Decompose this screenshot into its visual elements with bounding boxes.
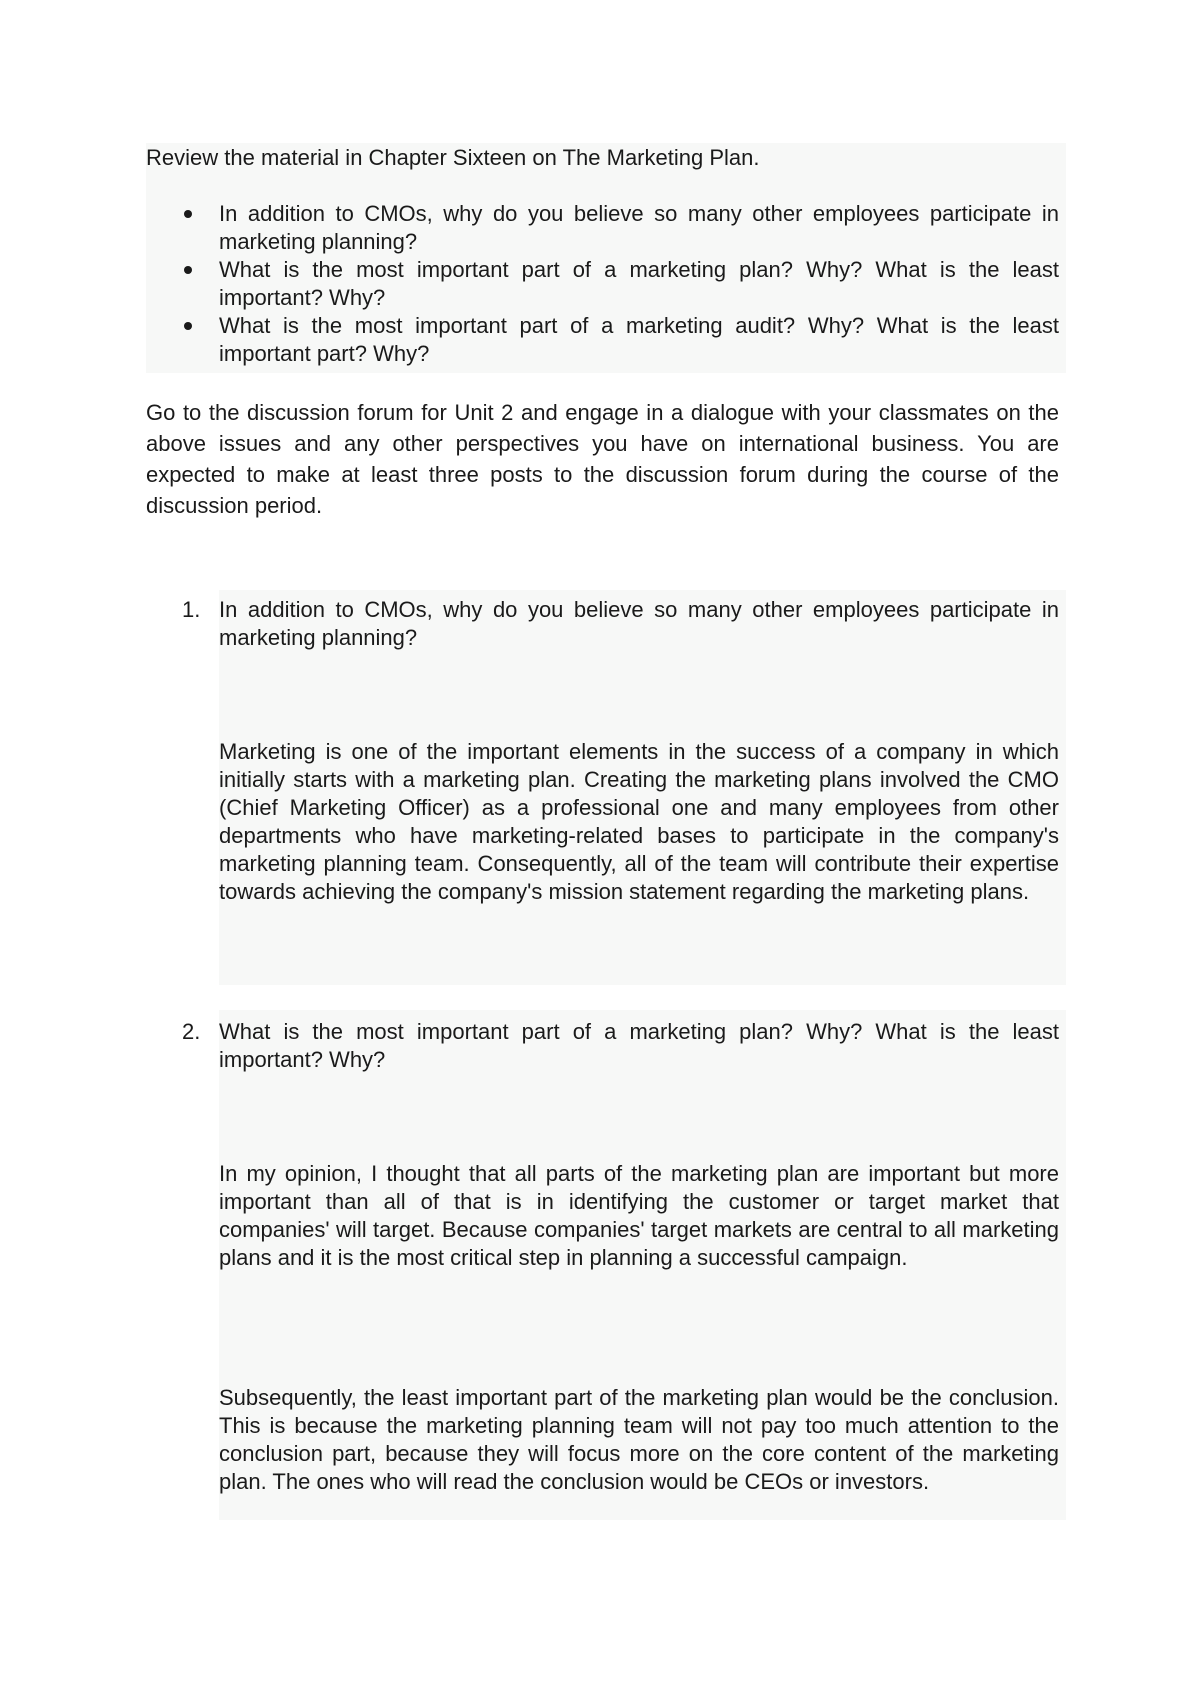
bullet-list [146,200,1059,368]
question-number: 2. [182,1019,201,1044]
instructions-paragraph: Go to the discussion forum for Unit 2 and engage in a dialogue with your classmates on the above issues and any other perspectives you have on international business. You are expected to make at least three posts to the discussion forum during the course of the discussion period. [146,400,1059,518]
answer-paragraph: In my opinion, I thought that all parts of the marketing plan are important but more important than all of that is in identifying the customer or target market that companies' will target. Because companies' target markets are central to all marketing plans and it is the most critical step in planning a successful campaign. [219,1161,1059,1270]
question-text: In addition to CMOs, why do you believe so many other employees participate in marketing planning? [219,597,1059,650]
question-item [146,1018,1059,1074]
answer-paragraph: Subsequently, the least important part of the marketing plan would be the conclusion. This is because the marketing planning team will not pay too much attention to the conclusion part, because they will focus more on the core content of the marketing plan. The ones who will read the conclusion would be CEOs or investors. [219,1385,1059,1494]
bullet-dot-icon [184,266,192,274]
bullet-item [146,312,1059,368]
question-number: 1. [182,597,201,622]
intro-paragraph: Review the material in Chapter Sixteen on The Marketing Plan. [146,145,760,170]
bullet-dot-icon [184,322,192,330]
bullet-dot-icon [184,210,192,218]
bullet-item [146,256,1059,312]
answer-paragraph: Marketing is one of the important elements in the success of a company in which initially starts with a marketing plan. Creating the marketing plans involved the CMO (Chief Marketing Officer) as a professional one and many employees from other departments who have marketing-related bases to participate in the company's marketing planning team. Consequently, all of the team will contribute their expertise towards achieving the company's mission statement regarding the marketing plans. [219,739,1059,904]
question-text: What is the most important part of a marketing plan? Why? What is the least important? Why? [219,1019,1059,1072]
bullet-text: In addition to CMOs, why do you believe so many other employees participate in marketing planning? [219,201,1059,254]
question-item [146,596,1059,652]
bullet-text: What is the most important part of a marketing audit? Why? What is the least important part? Why? [219,313,1059,366]
bullet-item [146,200,1059,256]
bullet-text: What is the most important part of a marketing plan? Why? What is the least important? Why? [219,257,1059,310]
